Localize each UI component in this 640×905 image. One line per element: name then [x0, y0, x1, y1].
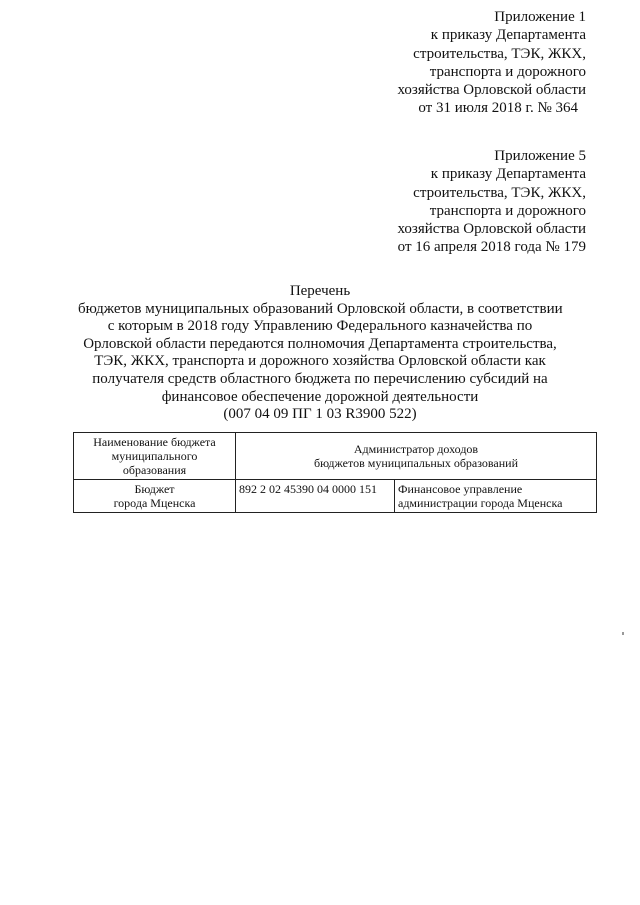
header-administrator-line: Администратор доходов — [353, 442, 479, 456]
header-budget-name-line: муниципального — [111, 449, 198, 463]
header-budget-name-line: Наименование бюджета — [93, 435, 216, 449]
appendix-1-line: к приказу Департамента — [430, 27, 586, 44]
title-body-line: с которым в 2018 году Управлению Федерального казначейства по — [107, 318, 533, 335]
table-header-row — [74, 433, 597, 480]
header-budget-name — [74, 433, 236, 480]
appendix-1-title: Приложение 1 — [494, 9, 586, 25]
title-body-line: ТЭК, ЖКХ, транспорта и дорожного хозяйства Орловской области как — [94, 353, 546, 370]
administrator-line: Финансовое управление — [398, 482, 523, 496]
title-body-line: получателя средств областного бюджета по перечислению субсидий на — [92, 370, 548, 387]
title-body-line: бюджетов муниципальных образований Орловской области, в соответствии — [78, 300, 563, 317]
table-row — [74, 480, 597, 513]
scan-speck — [622, 632, 624, 635]
appendix-1-line: транспорта и дорожного — [429, 63, 586, 80]
appendix-5-title: Приложение 5 — [494, 148, 586, 164]
title-body-line: Орловской области передаются полномочия Департамента строительства, — [83, 335, 557, 352]
appendix-5-line: к приказу Департамента — [430, 166, 586, 183]
appendix-5-reference — [397, 147, 586, 257]
budget-table — [73, 432, 597, 513]
administrator-line: администрации города Мценска — [398, 496, 563, 510]
header-administrator — [236, 433, 597, 480]
appendix-5-line: строительства, ТЭК, ЖКХ, — [413, 184, 586, 201]
header-budget-name-line: образования — [122, 463, 187, 477]
income-code-cell: 892 2 02 45390 04 0000 151 — [236, 480, 395, 513]
appendix-5-line: хозяйства Орловской области — [397, 221, 586, 238]
appendix-1-line: хозяйства Орловской области — [397, 82, 586, 99]
document-title-block — [78, 283, 562, 424]
appendix-5-date: от 16 апреля 2018 года № 179 — [397, 239, 586, 256]
title-body-line: финансовое обеспечение дорожной деятельности — [161, 388, 479, 405]
budget-classification-code: (007 04 09 ПГ 1 03 R3900 522) — [223, 406, 417, 423]
appendix-1-line: строительства, ТЭК, ЖКХ, — [413, 45, 586, 62]
document-heading: Перечень — [289, 283, 351, 299]
header-administrator-line: бюджетов муниципальных образований — [313, 456, 519, 470]
budget-name-line: города Мценска — [113, 496, 196, 510]
appendix-1-reference — [397, 8, 586, 118]
budget-name-cell — [74, 480, 236, 513]
appendix-1-date: от 31 июля 2018 г. № 364 — [418, 100, 578, 117]
budget-name-line: Бюджет — [134, 482, 175, 496]
appendix-5-line: транспорта и дорожного — [429, 202, 586, 219]
administrator-cell — [395, 480, 597, 513]
